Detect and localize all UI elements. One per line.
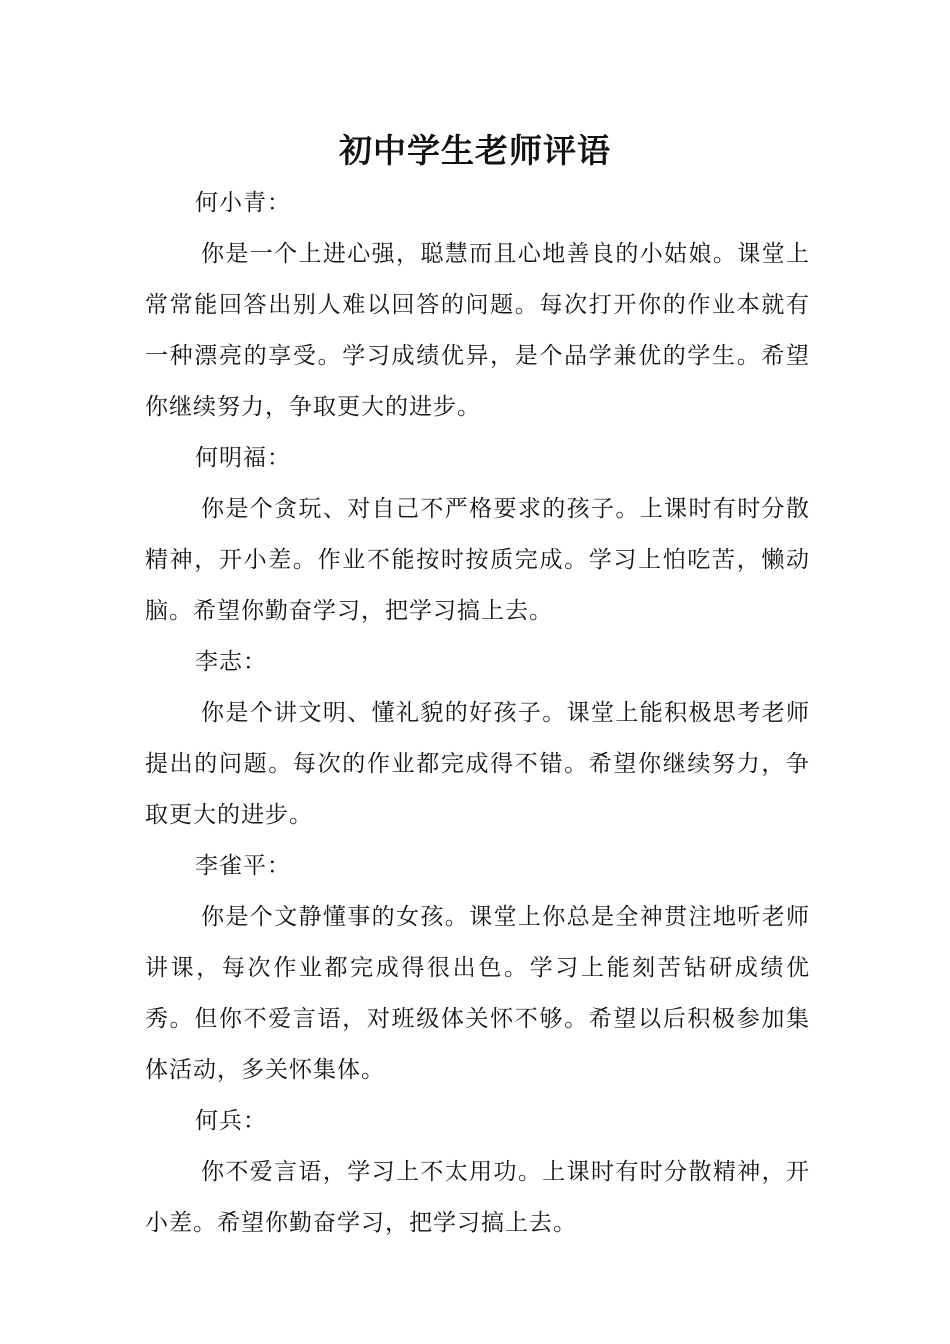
entry-li-queping — [145, 841, 810, 1096]
document-body — [145, 178, 810, 1249]
entry-he-bing — [145, 1096, 810, 1249]
teacher-comment: 你是个讲文明、懂礼貌的好孩子。课堂上能积极思考老师提出的问题。每次的作业都完成得不错。希望你继续努力，争取更大的进步。 — [145, 700, 810, 828]
student-name: 李雀平： — [195, 853, 291, 879]
teacher-comment: 你是个文静懂事的女孩。课堂上你总是全神贯注地听老师讲课，每次作业都完成得很出色。学习上能刻苦钻研成绩优秀。但你不爱言语，对班级体关怀不够。希望以后积极参加集体活动，多关怀集体。 — [145, 904, 810, 1083]
entry-he-mingfu — [145, 433, 810, 637]
teacher-comment: 你不爱言语，学习上不太用功。上课时有时分散精神，开小差。希望你勤奋学习，把学习搞上去。 — [145, 1159, 810, 1236]
student-name: 何小青： — [195, 190, 291, 216]
student-name: 何兵： — [195, 1108, 267, 1134]
teacher-comment: 你是一个上进心强，聪慧而且心地善良的小姑娘。课堂上常常能回答出别人难以回答的问题。每次打开你的作业本就有一种漂亮的享受。学习成绩优异，是个品学兼优的学生。希望你继续努力，争取更大的进步。 — [145, 241, 810, 420]
student-name: 何明福： — [195, 445, 291, 471]
entry-li-zhi — [145, 637, 810, 841]
page-title: 初中学生老师评语 — [339, 131, 611, 170]
entry-he-xiaoqing — [145, 178, 810, 433]
teacher-comment: 你是个贪玩、对自己不严格要求的孩子。上课时有时分散精神，开小差。作业不能按时按质完成。学习上怕吃苦，懒动脑。希望你勤奋学习，把学习搞上去。 — [145, 496, 810, 624]
student-name: 李志： — [195, 649, 267, 675]
